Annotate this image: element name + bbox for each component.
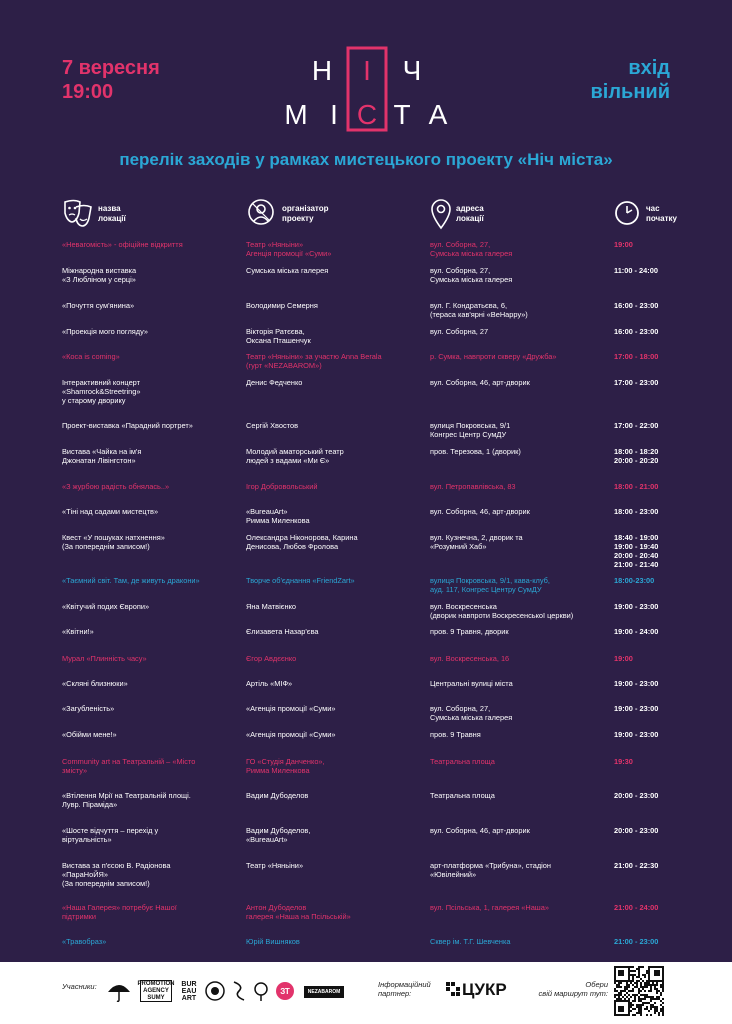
organizer-person-icon: [246, 198, 276, 230]
event-time: 20:00 - 23:00: [614, 791, 659, 800]
event-organizer: Молодий аматорський театр людей з вадами «Ми Є»: [246, 447, 344, 465]
logo-letter: Ч: [402, 55, 422, 86]
event-name: Інтерактивний концерт «Shamrock&Streetring» у старому дворику: [62, 378, 141, 405]
event-time: 19:00 - 23:00: [614, 679, 659, 688]
event-address: вул. Соборна, 46, арт-дворик: [430, 507, 530, 516]
entry-line: вхід: [628, 57, 670, 79]
event-organizer: Єлизавета Назар'єва: [246, 627, 319, 636]
partner-logo: [230, 980, 248, 1002]
event-organizer: Єгор Авдєєнко: [246, 654, 297, 663]
info-partner-name: ЦУКР: [462, 980, 507, 999]
event-time: 19:00: [614, 654, 633, 663]
event-address: арт-платформа «Трибуна», стадіон «Ювілейний»: [430, 861, 551, 879]
event-address: вул. Соборна, 46, арт-дворик: [430, 826, 530, 835]
event-name: «Таємний світ. Там, де живуть дракони»: [62, 576, 200, 585]
partner-logo: PROMOTION AGENCY SUMY: [137, 980, 175, 1001]
event-organizer: Ігор Добровольський: [246, 482, 318, 491]
event-address: вул. Соборна, 46, арт-дворик: [430, 378, 530, 387]
event-name: Мурал «Плинність часу»: [62, 654, 147, 663]
event-name: Проект-виставка «Парадний портрет»: [62, 421, 193, 430]
event-date: [62, 56, 160, 104]
event-time: 19:00 - 23:00: [614, 730, 659, 739]
logo-letter: І: [330, 99, 338, 130]
event-time: 17:00 - 23:00: [614, 378, 659, 387]
event-organizer: Олександра Ніконорова, Карина Денисова, Любов Фролова: [246, 533, 358, 551]
event-time: 19:00: [614, 240, 633, 249]
event-organizer: Театр «Няньіни» за участю Anna Berala (гурт «NEZABAROM»): [246, 352, 382, 370]
date-line: 7 вересня: [62, 57, 160, 79]
route-label: Обери свій маршрут тут:: [538, 980, 608, 998]
event-address: вулиця Покровська, 9/1 Конгрес Центр СумДУ: [430, 421, 511, 439]
event-time: 17:00 - 18:00: [614, 352, 659, 361]
svg-text:ЗТ: ЗТ: [280, 987, 290, 996]
event-time: 18:00 - 18:20 20:00 - 20:20: [614, 447, 659, 465]
event-address: Театральна площа: [430, 791, 495, 800]
event-time: 20:00 - 23:00: [614, 826, 659, 835]
event-organizer: Артіль «МІФ»: [246, 679, 293, 688]
event-time: 21:00 - 22:30: [614, 861, 659, 870]
event-name: «Травобраз»: [62, 937, 107, 946]
event-address: вул. Соборна, 27: [430, 327, 489, 336]
event-address: вул. Соборна, 27, Сумська міська галерея: [430, 704, 513, 722]
event-time: 16:00 - 23:00: [614, 301, 659, 310]
event-address: вул. Псільська, 1, галерея «Наша»: [430, 903, 549, 912]
column-label: адреса локації: [456, 204, 484, 223]
free-entry: [590, 56, 670, 104]
partner-mark-icon: [230, 980, 248, 1002]
partner-logo: [104, 980, 134, 1002]
partner-badge-icon: [204, 980, 226, 1002]
event-name: «З журбою радість обнялась..»: [62, 482, 170, 491]
event-organizer: ГО «Студія Данченко», Римма Миленкова: [246, 757, 325, 775]
event-time: 18:00-23:00: [614, 576, 655, 585]
entry-line: вільний: [590, 81, 670, 103]
event-name: «Обійми мене!»: [62, 730, 117, 739]
event-name: «Наша Галерея» потребує Нашої підтримки: [62, 903, 177, 921]
event-organizer: Денис Федченко: [246, 378, 303, 387]
logo-letter: С: [356, 99, 378, 130]
event-address: вул. Воскресенська, 16: [430, 654, 510, 663]
event-organizer: Театр «Няньіни» Агенція промоції «Суми»: [246, 240, 332, 258]
event-name: «Скляні близнюки»: [62, 679, 128, 688]
info-partner-logo: [446, 980, 507, 1000]
event-address: р. Сумка, навпроти скверу «Дружба»: [430, 352, 557, 361]
partner-logo: [204, 980, 226, 1002]
event-organizer: «BureauArt» Римма Миленкова: [246, 507, 310, 525]
location-pin-icon: [430, 198, 452, 230]
event-address: пров. 9 Травня, дворик: [430, 627, 509, 636]
partner-logo: [274, 980, 296, 1002]
event-address: вул. Соборна, 27, Сумська міська галерея: [430, 240, 513, 258]
event-time: 21:00 - 24:00: [614, 903, 659, 912]
event-time: 19:00 - 23:00: [614, 602, 659, 611]
event-time: 19:00 - 23:00: [614, 704, 659, 713]
event-name: «Квітучий подих Європи»: [62, 602, 150, 611]
partner-mark-icon: [274, 980, 296, 1002]
event-address: Сквер ім. Т.Г. Шевченка: [430, 937, 511, 946]
event-time: 19:30: [614, 757, 633, 766]
subtitle: перелік заходів у рамках мистецького проекту «Ніч міста»: [119, 150, 613, 169]
event-address: вулиця Покровська, 9/1, кава-клуб, ауд. 117, Конгрес Центру СумДУ: [430, 576, 550, 594]
event-address: вул. Соборна, 27, Сумська міська галерея: [430, 266, 513, 284]
event-organizer: Вікторія Ратєєва, Оксана Пташенчук: [246, 327, 311, 345]
info-partner-label: Інформаційний партнер:: [378, 980, 431, 998]
event-address: вул. Воскресенська (дворик навпроти Воскресенської церкви): [430, 602, 574, 620]
event-name: Вистава за п'єсою В. Радіонова «ПараНоЙЯ» (За попереднім записом!): [62, 861, 171, 888]
column-label: час початку: [646, 204, 677, 223]
event-organizer: Антон Дубоделов галерея «Наша на Псільській»: [246, 903, 351, 921]
partner-logo: NEZABAROM: [304, 986, 344, 998]
logo-letter: М: [284, 99, 308, 130]
event-organizer: Юрій Вишняков: [246, 937, 300, 946]
event-name: «Тіні над садами мистецтв»: [62, 507, 159, 516]
event-name: «Коса is coming»: [62, 352, 120, 361]
event-organizer: Сергій Хвостов: [246, 421, 298, 430]
column-label: назва локації: [98, 204, 126, 223]
logo-letter: А: [428, 99, 448, 130]
event-organizer: «Агенція промоції «Суми»: [246, 704, 336, 713]
event-organizer: Сумська міська галерея: [246, 266, 329, 275]
theater-masks-icon: [62, 198, 94, 228]
event-address: вул. Кузнечна, 2, дворик та «Розумний Хаб»: [430, 533, 523, 551]
event-name: «Невагомість» - офіційне відкриття: [62, 240, 183, 249]
event-address: Центральні вулиці міста: [430, 679, 513, 688]
qr-code-icon[interactable]: [614, 966, 664, 1016]
event-time: 19:00 - 24:00: [614, 627, 659, 636]
event-name: «Квітни!»: [62, 627, 94, 636]
event-address: пров. 9 Травня: [430, 730, 481, 739]
event-time: 18:40 - 19:00 19:00 - 19:40 20:00 - 20:40 21:00 - 21:40: [614, 533, 659, 569]
event-organizer: Яна Матвієнко: [246, 602, 297, 611]
event-time: 18:00 - 23:00: [614, 507, 659, 516]
event-time: 21:00 - 23:00: [614, 937, 659, 946]
column-label: організатор проекту: [282, 204, 329, 223]
event-address: вул. Петропавлівська, 83: [430, 482, 516, 491]
event-name: «Загубленість»: [62, 704, 115, 713]
clock-icon: [614, 198, 642, 228]
cukr-mark-icon: [446, 982, 460, 998]
logo-letter: Н: [311, 55, 333, 86]
event-organizer: Вадим Дубоделов: [246, 791, 309, 800]
theatre-umbrella-icon: [104, 980, 134, 1002]
event-address: пров. Терезова, 1 (дворик): [430, 447, 521, 456]
event-address: Театральна площа: [430, 757, 495, 766]
event-name: Міжнародна виставка «З Любліном у серці»: [62, 266, 137, 284]
partner-mark-icon: [252, 980, 270, 1002]
event-organizer: Творче об'єднання «FriendZart»: [246, 576, 355, 585]
event-name: «Втілення Мрії на Театральній площі. Лувр. Піраміда»: [62, 791, 191, 809]
logo-letter: Т: [393, 99, 411, 130]
event-organizer: Володимир Семерня: [246, 301, 318, 310]
event-organizer: Театр «Няньіни»: [246, 861, 304, 870]
event-name: «Шосте відчуття – перехід у віртуальність»: [62, 826, 159, 844]
event-address: вул. Г. Кондратьєва, 6, (тераса кав'ярні «BeHappy»): [430, 301, 528, 319]
logo-letter: І: [363, 55, 371, 86]
event-name: «Почуття сум'янина»: [62, 301, 135, 310]
participants-label: Учасники:: [62, 982, 97, 991]
event-time: 17:00 - 22:00: [614, 421, 659, 430]
event-name: «Проекція мого погляду»: [62, 327, 148, 336]
event-time: 11:00 - 24:00: [614, 266, 658, 275]
event-time: 18:00 - 21:00: [614, 482, 659, 491]
event-organizer: «Агенція промоції «Суми»: [246, 730, 336, 739]
event-name: Вистава «Чайка на ім'я Джонатан Лівінгстон»: [62, 447, 142, 465]
event-organizer: Вадим Дубоделов, «BureauArt»: [246, 826, 311, 844]
event-time: 16:00 - 23:00: [614, 327, 659, 336]
partner-logo: [252, 980, 270, 1002]
event-name: Community art на Театральній – «Місто змісту»: [62, 757, 196, 775]
event-name: Квест «У пошуках натхнення» (За попереднім записом!): [62, 533, 165, 551]
time-line: 19:00: [62, 81, 114, 103]
nich-mista-logo: [282, 46, 452, 132]
partner-logo: BUR EAU ART: [181, 980, 197, 1002]
